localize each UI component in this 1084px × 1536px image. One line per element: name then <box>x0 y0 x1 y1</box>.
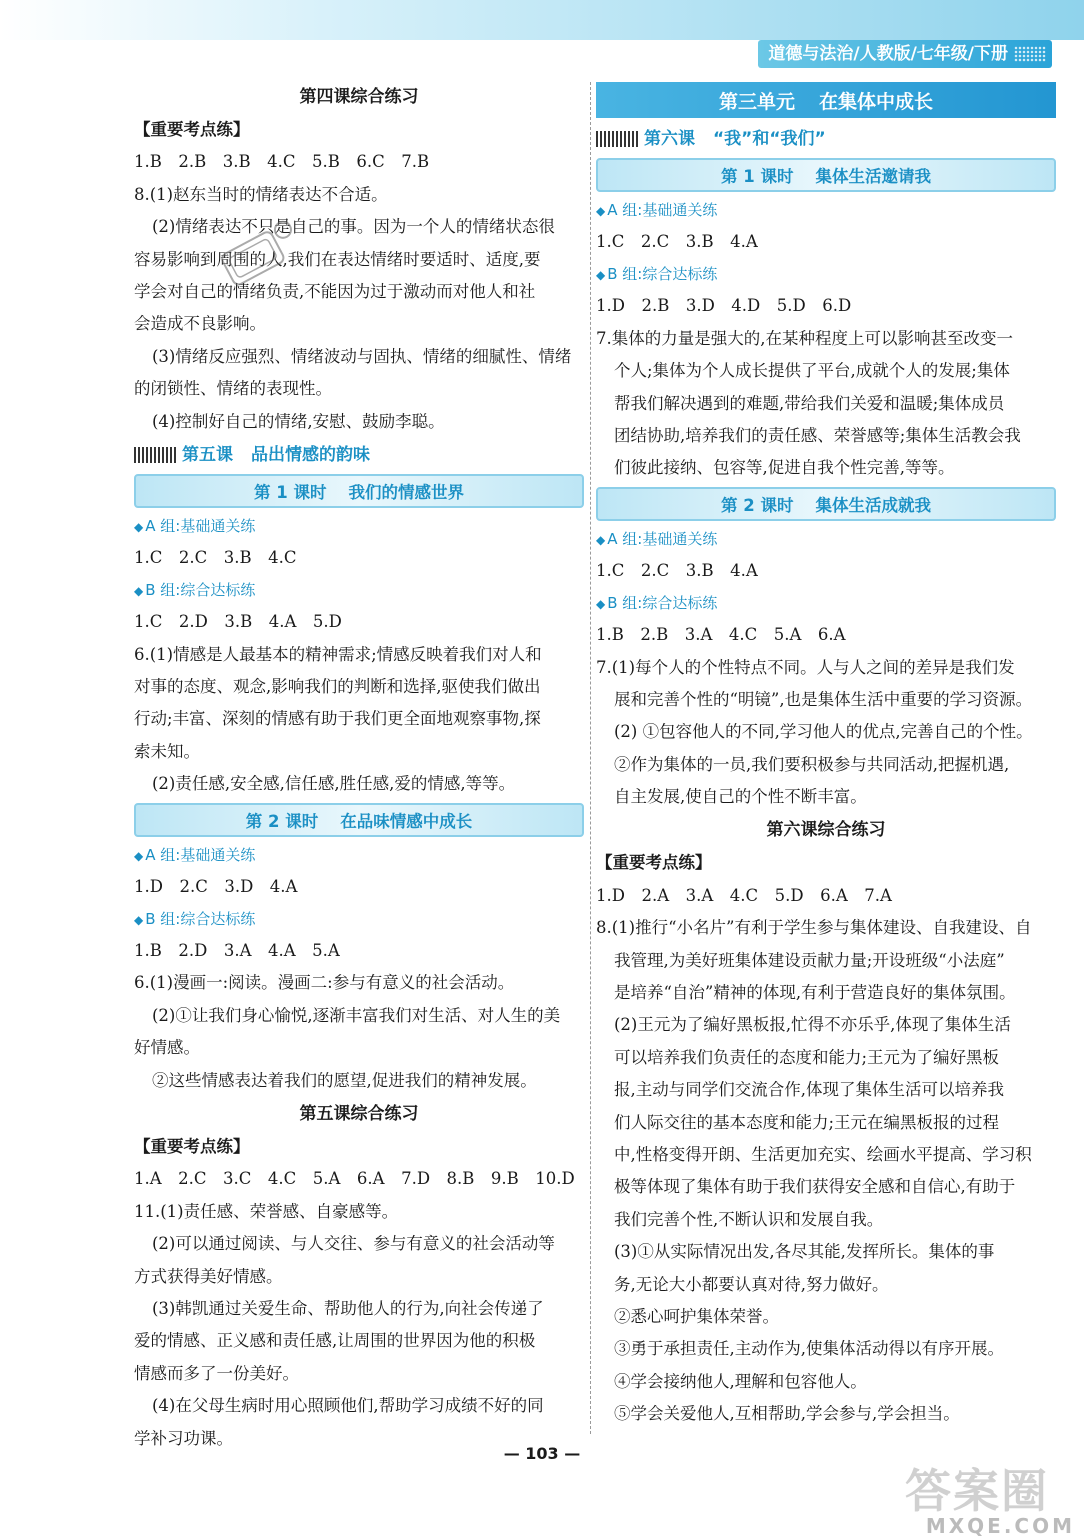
answer-line: ③勇于承担责任,主动作为,使集体活动得以有序开展。 <box>614 1339 1004 1359</box>
lesson-title: 品出情感的韵味 <box>251 444 370 465</box>
answer-line: 情感而多了一份美好。 <box>134 1363 299 1383</box>
lesson-title: “我”和“我们” <box>713 129 826 149</box>
key-points-label: 【重要考点练】 <box>134 1136 250 1156</box>
answer-line: 行动;丰富、深刻的情感有助于我们更全面地观察事物,探 <box>134 709 541 729</box>
period-number: 第 1 课时 <box>254 482 327 502</box>
answer-line: (3)情绪反应强烈、情绪波动与固执、情绪的细腻性、情绪 <box>152 346 572 366</box>
group-a-label: ◆ A 组:基础通关练 <box>596 201 718 219</box>
answer-line: 们人际交往的基本态度和能力;王元在编黑板报的过程 <box>614 1112 1000 1132</box>
answer-line: 我管理,为美好班集体建设贡献力量;开设班级“小法庭” <box>614 950 1005 970</box>
period-title: 集体生活成就我 <box>815 495 931 515</box>
answer-line: 1.C 2.C 3.B 4.A <box>596 232 758 251</box>
column-divider <box>590 82 591 1434</box>
answer-line: (4)在父母生病时用心照顾他们,帮助学习成绩不好的同 <box>152 1396 544 1416</box>
answer-line: 可以培养我们负责任的态度和能力;王元为了编好黑板 <box>614 1047 1000 1067</box>
answer-line: 的闭锁性、情绪的表现性。 <box>134 379 332 399</box>
diamond-icon: ◆ <box>596 532 606 547</box>
period-banner-2 <box>596 487 1056 521</box>
answer-line: 是培养“自治”精神的体现,有利于营造良好的集体氛围。 <box>614 983 1016 1003</box>
answer-line: 1.B 2.D 3.A 4.A 5.A <box>134 941 340 961</box>
answer-line: 11.(1)责任感、荣誉感、自豪感等。 <box>134 1201 399 1221</box>
period-title: 在品味情感中成长 <box>340 811 473 831</box>
answer-line: 1.C 2.C 3.B 4.A <box>596 560 758 580</box>
period-title: 我们的情感世界 <box>348 482 464 502</box>
header-title <box>758 40 1052 68</box>
answer-line: ②这些情感表达着我们的愿望,促进我们的精神发展。 <box>152 1070 537 1090</box>
answer-line: (3)①从实际情况出发,各尽其能,发挥所长。集体的事 <box>614 1242 995 1262</box>
period-number: 第 2 课时 <box>245 811 319 831</box>
right-column <box>596 80 1056 1431</box>
section-title-lesson4-review: 第四课综合练习 <box>299 87 419 107</box>
answer-line: 务,无论大小都要认真对待,努力做好。 <box>614 1274 889 1294</box>
answer-line: 展和完善个性的“明镜”,也是集体生活中重要的学习资源。 <box>614 689 1033 709</box>
unit-banner <box>596 82 1056 118</box>
group-b-label: ◆ B 组:综合达标练 <box>596 265 718 284</box>
answer-line: (2) ①包容他人的不同,学习他人的优点,完善自己的个性。 <box>614 722 1033 742</box>
answer-line: ④学会接纳他人,理解和包容他人。 <box>614 1371 867 1391</box>
key-points-label: 【重要考点练】 <box>134 120 250 139</box>
answer-line: (2)可以通过阅读、与人交往、参与有意义的社会活动等 <box>152 1234 555 1254</box>
answer-line: 极等体现了集体有助于我们获得安全感和自信心,有助于 <box>614 1177 1016 1197</box>
watermark-main: 答案圈 <box>905 1464 1049 1518</box>
top-banner <box>0 0 1084 40</box>
answer-line: 个人;集体为个人成长提供了平台,成就个人的发展;集体 <box>614 361 1010 381</box>
answer-line: 帮我们解决遇到的难题,带给我们关爱和温暖;集体成员 <box>614 393 1005 413</box>
group-b-label: ◆ B 组:综合达标练 <box>134 910 256 929</box>
answer-line: (4)控制好自己的情绪,安慰、鼓励李聪。 <box>152 411 445 431</box>
header-title-text: 道德与法治/人教版/七年级/下册 <box>768 44 1008 64</box>
group-a-label: ◆ A 组:基础通关练 <box>134 845 256 864</box>
period-title: 集体生活邀请我 <box>815 167 931 186</box>
answer-line: 团结协助,培养我们的责任感、荣誉感等;集体生活教会我 <box>614 425 1021 445</box>
period-banner-2 <box>134 803 584 837</box>
answer-line: (2)王元为了编好黑板报,忙得不亦乐乎,体现了集体生活 <box>614 1015 1011 1035</box>
answer-line: 容易影响到周围的人,我们在表达情绪时要适时、适度,要 <box>134 249 541 269</box>
group-a-label: ◆ A 组:基础通关练 <box>596 529 718 548</box>
diamond-icon: ◆ <box>134 848 144 863</box>
group-a-label: ◆ A 组:基础通关练 <box>134 516 256 535</box>
unit-number: 第三单元 <box>718 90 795 113</box>
answer-line: ②作为集体的一员,我们要积极参与共同活动,把握机遇, <box>614 754 1010 774</box>
answer-line: 方式获得美好情感。 <box>134 1266 283 1286</box>
answer-line: 1.D 2.C 3.D 4.A <box>134 876 298 896</box>
period-banner-1 <box>134 474 584 508</box>
left-column <box>134 80 584 1455</box>
answer-line: 1.B 2.B 3.B 4.C 5.B 6.C 7.B <box>134 152 430 172</box>
group-b-label: ◆ B 组:综合达标练 <box>134 581 256 600</box>
answer-line: 8.(1)赵东当时的情绪表达不合适。 <box>134 184 388 204</box>
lesson-heading-6 <box>596 122 1056 156</box>
page-number: — 103 — <box>503 1444 581 1463</box>
unit-title: 在集体中成长 <box>819 90 934 113</box>
period-banner-1 <box>596 158 1056 192</box>
answer-line: 好情感。 <box>134 1038 200 1058</box>
barcode-icon <box>134 447 178 463</box>
answer-line: 学补习功课。 <box>134 1428 233 1448</box>
answer-line: 7.(1)每个人的个性特点不同。人与人之间的差异是我们发 <box>596 657 1015 677</box>
watermark-logo <box>905 1464 1075 1536</box>
answer-line: 索未知。 <box>134 741 200 761</box>
answer-line: (2)责任感,安全感,信任感,胜任感,爱的情感,等等。 <box>152 774 516 794</box>
key-points-label: 【重要考点练】 <box>596 853 712 873</box>
answer-line: 爱的情感、正义感和责任感,让周围的世界因为他的积极 <box>134 1331 536 1351</box>
answer-line: 1.B 2.B 3.A 4.C 5.A 6.A <box>596 625 846 645</box>
answer-line: 1.D 2.A 3.A 4.C 5.D 6.A 7.A <box>596 885 892 905</box>
answer-line: 7.集体的力量是强大的,在某种程度上可以影响甚至改变一 <box>596 328 1013 348</box>
diamond-icon: ◆ <box>134 519 144 534</box>
answer-line: 自主发展,使自己的个性不断丰富。 <box>614 787 867 807</box>
answer-line: (3)韩凯通过关爱生命、帮助他人的行为,向社会传递了 <box>152 1298 544 1318</box>
answer-line: 8.(1)推行“小名片”有利于学生参与集体建设、自我建设、自 <box>596 918 1032 938</box>
dot-pattern-icon <box>1014 46 1046 62</box>
answer-line: ⑤学会关爱他人,互相帮助,学会参与,学会担当。 <box>614 1404 960 1424</box>
period-number: 第 2 课时 <box>721 495 794 515</box>
lesson-heading-5 <box>134 438 584 472</box>
lesson-number: 第六课 <box>644 129 695 149</box>
diamond-icon: ◆ <box>596 268 606 283</box>
answer-line: 们彼此接纳、包容等,促进自我个性完善,等等。 <box>614 458 955 478</box>
answer-line: (2)情绪表达不只是自己的事。因为一个人的情绪状态很 <box>152 217 555 237</box>
answer-line: 会造成不良影响。 <box>134 314 266 334</box>
answer-line: 学会对自己的情绪负责,不能因为过于激动而对他人和社 <box>134 281 536 301</box>
answer-line: 6.(1)情感是人最基本的精神需求;情感反映着我们对人和 <box>134 644 542 664</box>
diamond-icon: ◆ <box>596 597 606 612</box>
diamond-icon: ◆ <box>134 584 144 599</box>
answer-line: (2)①让我们身心愉悦,逐渐丰富我们对生活、对人生的美 <box>152 1005 561 1025</box>
diamond-icon: ◆ <box>596 204 606 218</box>
period-number: 第 1 课时 <box>721 167 794 186</box>
answer-line: 对事的态度、观念,影响我们的判断和选择,驱使我们做出 <box>134 677 541 697</box>
answer-line: 我们完善个性,不断认识和发展自我。 <box>614 1209 884 1229</box>
section-title-lesson6-review: 第六课综合练习 <box>766 820 886 841</box>
group-b-label: ◆ B 组:综合达标练 <box>596 594 718 613</box>
answer-line: 1.A 2.C 3.C 4.C 5.A 6.A 7.D 8.B 9.B 10.D <box>134 1169 575 1189</box>
answer-line: 1.D 2.B 3.D 4.D 5.D 6.D <box>596 296 852 316</box>
barcode-icon <box>596 131 640 147</box>
diamond-icon: ◆ <box>134 913 144 928</box>
answer-line: ②悉心呵护集体荣誉。 <box>614 1306 779 1326</box>
answer-line: 1.C 2.D 3.B 4.A 5.D <box>134 612 342 632</box>
lesson-number: 第五课 <box>182 444 233 465</box>
section-title-lesson5-review: 第五课综合练习 <box>299 1103 419 1124</box>
answer-line: 中,性格变得开朗、生活更加充实、绘画水平提高、学习积 <box>614 1144 1032 1164</box>
answer-line: 报,主动与同学们交流合作,体现了集体生活可以培养我 <box>614 1080 1004 1100</box>
answer-line: 1.C 2.C 3.B 4.C <box>134 547 297 567</box>
answer-line: 6.(1)漫画一:阅读。漫画二:参与有意义的社会活动。 <box>134 973 515 993</box>
watermark-sub: MXQE.COM <box>925 1514 1075 1536</box>
